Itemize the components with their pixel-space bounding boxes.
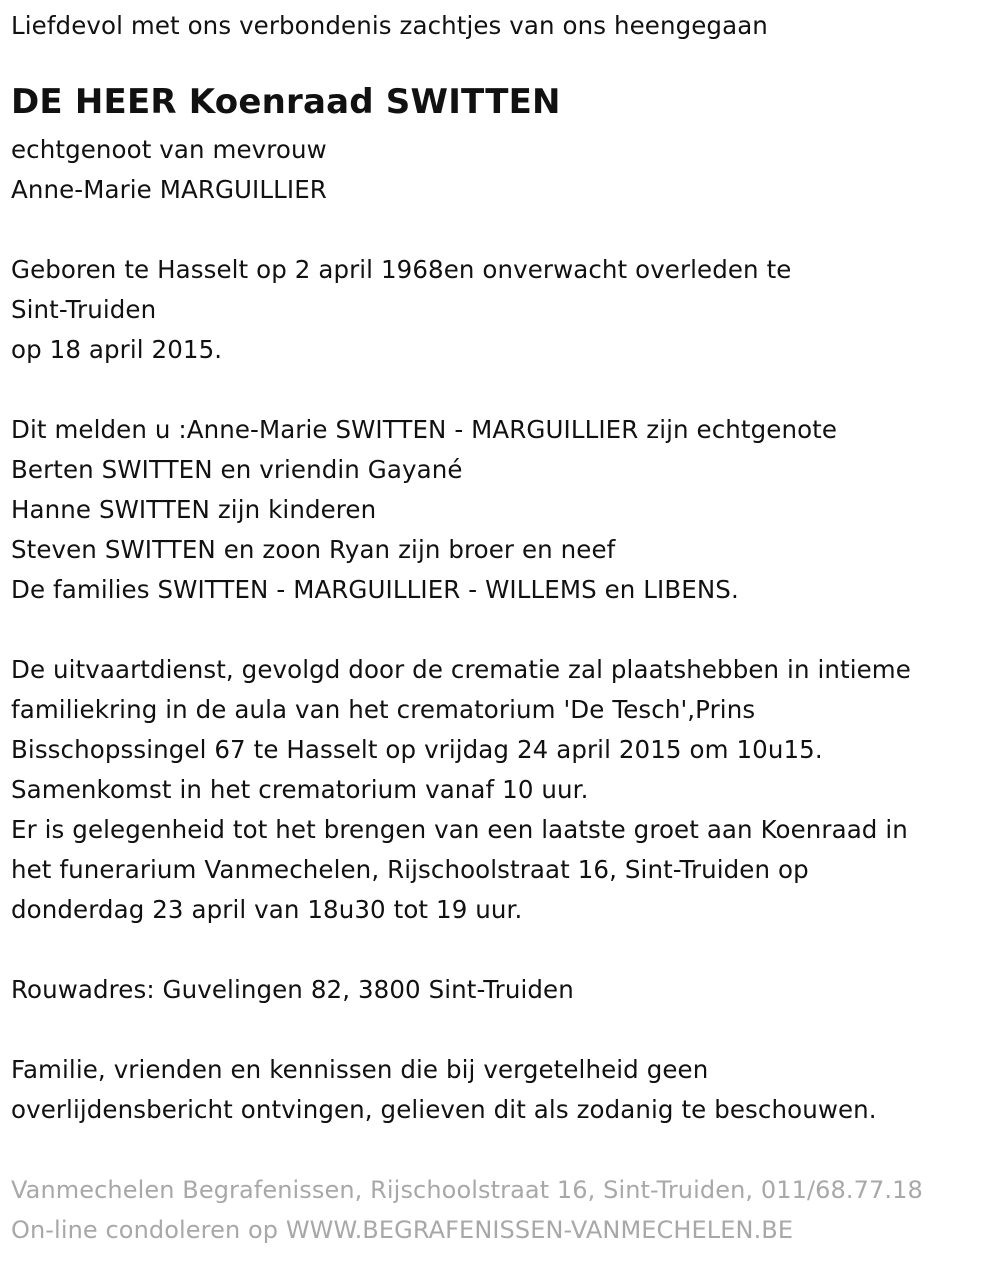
- funeral-home-footer: [11, 1170, 996, 1250]
- service-line: Bisschopssingel 67 te Hasselt op vrijdag 24 april 2015 om 10u15.: [11, 735, 823, 764]
- service-line: donderdag 23 april van 18u30 tot 19 uur.: [11, 895, 523, 924]
- service-line: het funerarium Vanmechelen, Rijschoolstraat 16, Sint-Truiden op: [11, 855, 809, 884]
- service-line: Er is gelegenheid tot het brengen van een laatste groet aan Koenraad in: [11, 815, 908, 844]
- family-line: Hanne SWITTEN zijn kinderen: [11, 495, 377, 524]
- notice-section: [11, 1050, 996, 1130]
- birth-death-section: [11, 250, 996, 370]
- service-line: De uitvaartdienst, gevolgd door de crematie zal plaatshebben in intieme: [11, 655, 911, 684]
- notice-line: overlijdensbericht ontvingen, gelieven dit als zodanig te beschouwen.: [11, 1095, 877, 1124]
- service-line: Samenkomst in het crematorium vanaf 10 uur.: [11, 775, 589, 804]
- service-section: [11, 650, 996, 930]
- family-line: Berten SWITTEN en vriendin Gayané: [11, 455, 463, 484]
- birth-death-line: op 18 april 2015.: [11, 335, 223, 364]
- obituary-document: [11, 6, 996, 1250]
- deceased-name: DE HEER Koenraad SWITTEN: [11, 82, 561, 122]
- spouse-line-1: echtgenoot van mevrouw: [11, 135, 327, 164]
- footer-contact: Vanmechelen Begrafenissen, Rijschoolstraat 16, Sint-Truiden, 011/68.77.18: [11, 1176, 923, 1204]
- footer-condolence-link[interactable]: On-line condoleren op WWW.BEGRAFENISSEN-VANMECHELEN.BE: [11, 1216, 794, 1244]
- family-line: Steven SWITTEN en zoon Ryan zijn broer en neef: [11, 535, 616, 564]
- family-line: De families SWITTEN - MARGUILLIER - WILLEMS en LIBENS.: [11, 575, 739, 604]
- family-section: [11, 410, 996, 610]
- family-line: Dit melden u :Anne-Marie SWITTEN - MARGUILLIER zijn echtgenote: [11, 415, 838, 444]
- service-line: familiekring in de aula van het crematorium 'De Tesch',Prins: [11, 695, 756, 724]
- spouse-line-2: Anne-Marie MARGUILLIER: [11, 175, 327, 204]
- birth-death-line: Geboren te Hasselt op 2 april 1968en onverwacht overleden te: [11, 255, 792, 284]
- intro-text: Liefdevol met ons verbondenis zachtjes van ons heengegaan: [11, 11, 768, 40]
- birth-death-line: Sint-Truiden: [11, 295, 157, 324]
- mourning-address: Rouwadres: Guvelingen 82, 3800 Sint-Truiden: [11, 975, 574, 1004]
- notice-line: Familie, vrienden en kennissen die bij vergetelheid geen: [11, 1055, 709, 1084]
